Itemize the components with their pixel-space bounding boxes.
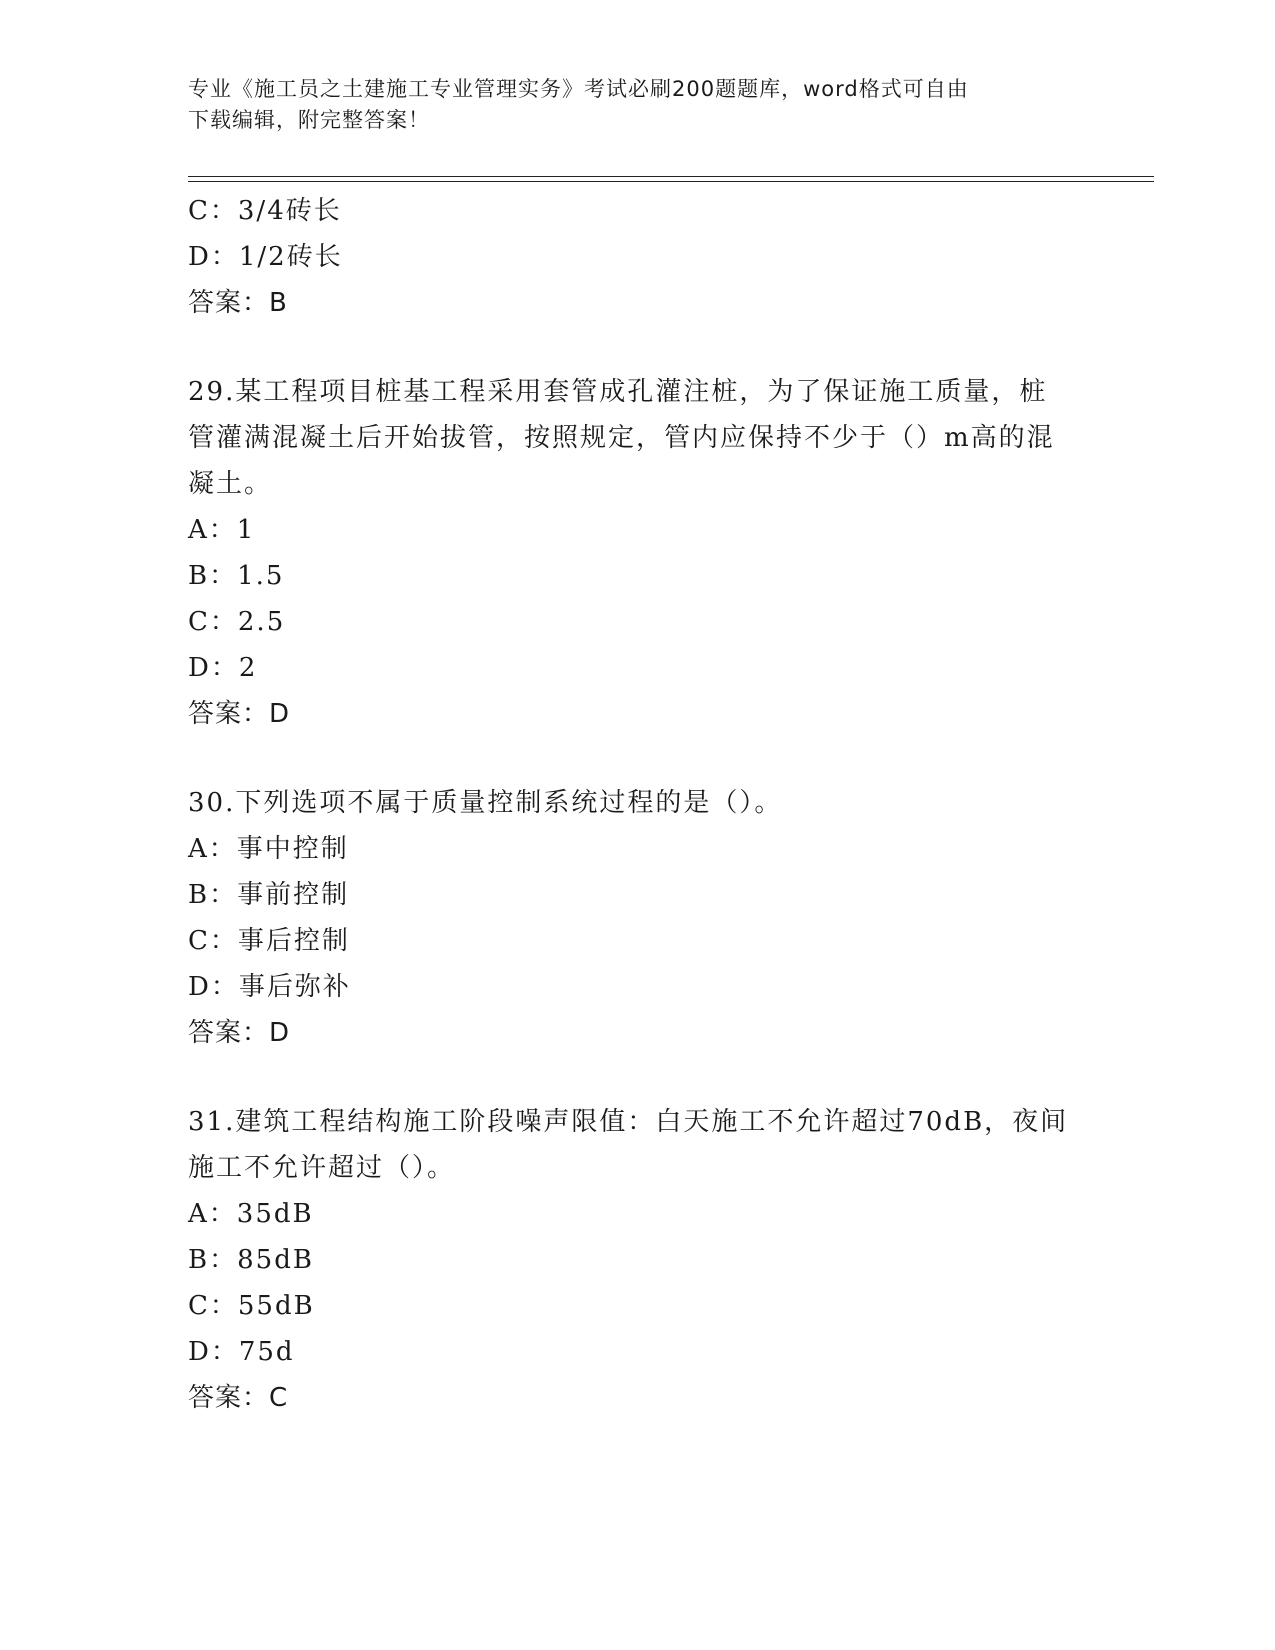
question-text-line: 凝土。 [188, 469, 273, 499]
question-28-tail [188, 188, 1088, 326]
option-c: C：3/4砖长 [188, 196, 342, 226]
option-b: B：85dB [188, 1245, 314, 1275]
option-c: C：2.5 [188, 607, 286, 637]
option-d: D：1/2砖长 [188, 242, 343, 272]
option-d: D：75d [188, 1337, 295, 1367]
answer-line: 答案：B [188, 288, 288, 318]
header-line-2: 下载编辑，附完整答案！ [188, 108, 430, 132]
option-a: A：35dB [188, 1199, 314, 1229]
option-d: D：2 [188, 653, 258, 683]
question-30 [188, 780, 1088, 1056]
question-text-line: 管灌满混凝土后开始拔管，按照规定，管内应保持不少于（）m高的混 [188, 423, 1055, 453]
question-text-line: 29.某工程项目桩基工程采用套管成孔灌注桩，为了保证施工质量，桩 [188, 377, 1048, 407]
header-divider-bottom [188, 181, 1154, 182]
option-b: B：事前控制 [188, 880, 350, 910]
option-a: A：1 [188, 515, 256, 545]
option-d: D：事后弥补 [188, 972, 351, 1002]
header-line-1: 专业《施工员之土建施工专业管理实务》考试必刷200题题库，word格式可自由 [188, 77, 969, 101]
question-text-line: 施工不允许超过（）。 [188, 1153, 456, 1183]
option-b: B：1.5 [188, 561, 285, 591]
question-29 [188, 369, 1088, 737]
answer-line: 答案：C [188, 1383, 289, 1413]
question-text-line: 31.建筑工程结构施工阶段噪声限值：白天施工不允许超过70dB，夜间 [188, 1107, 1069, 1137]
answer-line: 答案：D [188, 699, 291, 729]
document-body [188, 188, 1088, 1421]
header-divider-top [188, 176, 1154, 177]
answer-line: 答案：D [188, 1018, 291, 1048]
document-header [188, 74, 1088, 136]
option-c: C：55dB [188, 1291, 315, 1321]
option-c: C：事后控制 [188, 926, 350, 956]
question-31 [188, 1099, 1088, 1421]
question-text-line: 30.下列选项不属于质量控制系统过程的是（）。 [188, 788, 783, 818]
option-a: A：事中控制 [188, 834, 349, 864]
